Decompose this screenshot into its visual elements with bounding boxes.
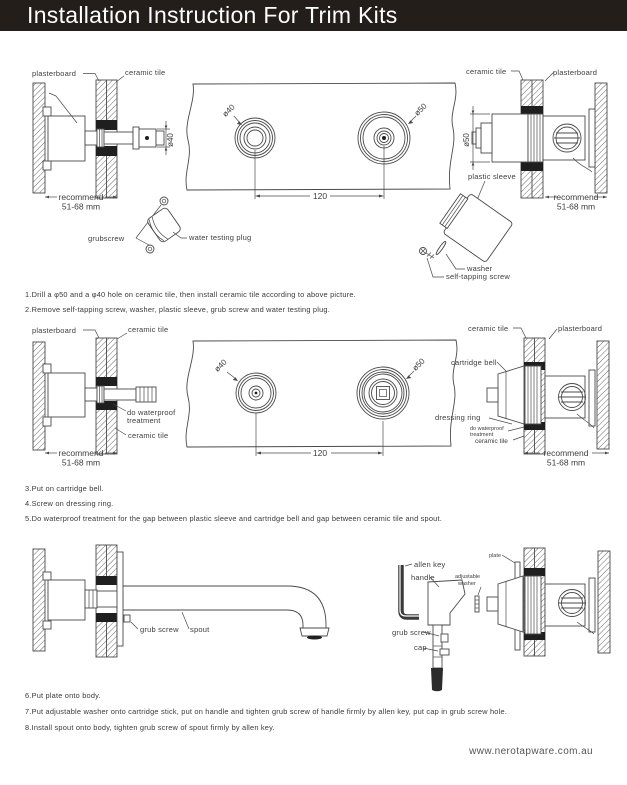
- label-ceramic-tile: ceramic tile: [128, 325, 169, 334]
- label-ceramic-tile-2: ceramic tile: [128, 431, 169, 440]
- label-plasterboard: plasterboard: [558, 324, 603, 333]
- dim-recommend: recommend: [553, 192, 599, 202]
- plastic-sleeve-installed: [492, 114, 528, 162]
- instruction-step-4: 4.Screw on dressing ring.: [25, 499, 114, 508]
- row3-left-assembly: [33, 545, 329, 657]
- dressing-ring-part: [525, 366, 541, 424]
- label-water-testing-plug: water testing plug: [189, 233, 252, 242]
- tile-seal-top: [96, 120, 117, 130]
- dim-diameter-50: ø50: [462, 133, 471, 147]
- row2-right-assembly: [435, 324, 609, 468]
- washer-part: [435, 241, 447, 256]
- row1-tile-panel: [186, 83, 456, 201]
- row3-right-group: [392, 548, 610, 691]
- dim-hole-40: ø40: [212, 357, 229, 374]
- plate-installed: [117, 552, 123, 646]
- instruction-step-1: 1.Drill a φ50 and a φ40 hole on ceramic tile, then install ceramic tile according to above picture.: [25, 290, 356, 299]
- label-grubscrew: grubscrew: [88, 234, 125, 243]
- label-plasterboard: plasterboard: [32, 69, 77, 78]
- valve-body: [48, 373, 85, 417]
- dim-range: 51-68 mm: [546, 457, 586, 468]
- dim-range: 51-68 mm: [556, 201, 596, 212]
- label-plate: plate: [489, 553, 501, 559]
- label-ceramic-tile: ceramic tile: [125, 68, 166, 77]
- label-plasterboard: plasterboard: [553, 68, 598, 77]
- label-cap: cap: [414, 643, 427, 652]
- label-handle: handle: [411, 573, 435, 582]
- cap-part: [440, 649, 449, 655]
- label-ceramic-tile: ceramic tile: [466, 67, 507, 76]
- handle-stick: [433, 625, 442, 668]
- label-plastic-sleeve: plastic sleeve: [468, 172, 516, 181]
- mounting-wall: [33, 342, 45, 450]
- label-dressing-ring: dressing ring: [435, 413, 481, 422]
- plastic-sleeve-part: [436, 189, 513, 263]
- row2-left-assembly: [32, 325, 176, 468]
- spout-grub-screw: [124, 615, 130, 622]
- dim-spacing-120: 120: [312, 448, 328, 458]
- cartridge-bell-part: [498, 366, 524, 424]
- label-do-waterproof: do waterproof: [127, 408, 176, 417]
- dim-hole-50: ø50: [412, 101, 429, 118]
- instruction-step-8: 8.Install spout onto body, tighten grub screw of spout firmly by allen key.: [25, 723, 275, 732]
- dim-hole-40: ø40: [220, 102, 237, 119]
- mounting-wall: [597, 341, 609, 449]
- mounting-wall: [33, 83, 45, 193]
- cartridge-bell-installed: [498, 576, 523, 632]
- instruction-step-2: 2.Remove self-tapping screw, washer, plastic sleeve, grub screw and water testing plug.: [25, 305, 330, 314]
- website-url: www.nerotapware.com.au: [469, 746, 593, 757]
- valve-body: [48, 116, 85, 161]
- instruction-step-3: 3.Put on cartridge bell.: [25, 484, 104, 493]
- dim-spacing-120: 120: [312, 191, 328, 201]
- water-testing-plug: [146, 207, 182, 244]
- instruction-step-5: 5.Do waterproof treatment for the gap between plastic sleeve and cartridge bell and gap between ceramic tile and spout.: [25, 514, 442, 523]
- label-grub-screw: grub screw: [140, 625, 179, 634]
- valve-body: [48, 580, 85, 620]
- instruction-step-6: 6.Put plate onto body.: [25, 691, 101, 700]
- handle-stick-tip: [431, 668, 443, 691]
- row1-left-assembly: [32, 68, 175, 212]
- label-washer: washer: [458, 581, 476, 587]
- label-ceramic-tile: ceramic tile: [468, 324, 509, 333]
- label-washer: washer: [467, 264, 493, 273]
- label-ceramic-tile-2: ceramic tile: [475, 438, 508, 445]
- cartridge-stick: [104, 389, 136, 400]
- label-do-waterproof: do waterproof: [470, 426, 504, 432]
- page-title: Installation Instruction For Trim Kits: [0, 0, 627, 31]
- instruction-step-7: 7.Put adjustable washer onto cartridge stick, put on handle and tighten grub screw of handle firmly by allen key, put cap in grub screw hole.: [25, 707, 508, 716]
- label-adjustable: adjustable: [455, 574, 481, 580]
- grub-screw-upper: [160, 197, 168, 205]
- mounting-wall: [33, 549, 45, 651]
- dim-recommend: recommend: [543, 448, 589, 458]
- label-allen-key: allen key: [414, 560, 446, 569]
- grub-screw-lower: [146, 245, 154, 253]
- row2-tile-panel: [186, 340, 457, 458]
- stem-pipe: [104, 132, 133, 144]
- row1-loose-parts: [88, 197, 251, 253]
- dim-diameter-40: ø40: [166, 133, 175, 147]
- mounting-wall: [598, 551, 610, 653]
- self-tapping-screw-part: [420, 248, 435, 259]
- label-grub-screw: grub screw: [392, 628, 431, 637]
- dressing-ring-installed: [525, 576, 541, 634]
- grub-screw-dot: [145, 136, 149, 140]
- tile-panel: [186, 83, 456, 190]
- dim-hole-50: ø50: [410, 356, 427, 373]
- mounting-wall: [595, 83, 607, 193]
- dim-range: 51-68 mm: [61, 457, 101, 468]
- tile-panel: [186, 340, 457, 447]
- label-treatment: treatment: [127, 416, 161, 425]
- diagram-row3: [0, 540, 627, 695]
- dim-recommend: recommend: [58, 192, 104, 202]
- diagram-row2: [0, 318, 627, 480]
- tile-seal-bottom: [96, 146, 117, 156]
- dim-range: 51-68 mm: [61, 201, 101, 212]
- dim-recommend: recommend: [58, 448, 104, 458]
- label-self-tapping-screw: self-tapping screw: [446, 272, 511, 281]
- label-cartridge-bell: cartridge bell: [451, 358, 497, 367]
- label-treatment: treatment: [470, 432, 494, 438]
- valve-body: [545, 584, 585, 626]
- label-spout: spout: [190, 625, 210, 634]
- diagram-row1: [0, 58, 627, 290]
- handle-grub-screw: [441, 634, 448, 642]
- cartridge-stick-knurl: [136, 387, 156, 402]
- label-plasterboard: plasterboard: [32, 326, 77, 335]
